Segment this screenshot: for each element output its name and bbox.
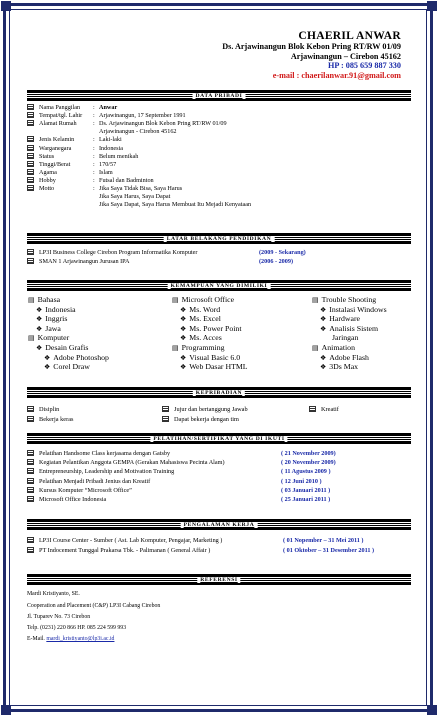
training-date: ( 12 Juni 2010 ): [281, 477, 322, 485]
reference-name: Mardi Kristiyanto, SE.: [27, 591, 80, 597]
list-bullet-icon: [27, 120, 34, 126]
list-bullet-icon: [27, 478, 34, 484]
reference-email-link[interactable]: mardi_kristiyanto@lp3i.ac.id: [46, 636, 115, 642]
skill-text: Indonesia: [45, 304, 76, 314]
education-row: [27, 258, 293, 266]
skill-bullet-icon: ▤: [28, 296, 35, 304]
personal-row: [27, 104, 117, 112]
skill-item: [320, 362, 358, 372]
list-bullet-icon: [27, 496, 34, 502]
skill-text: Jaringan: [332, 333, 359, 343]
section-header-training: PELATIHAN/SERTIFIKAT YANG DI IKUTI: [27, 433, 411, 444]
skill-bullet-icon: ▤: [172, 344, 179, 352]
list-bullet-icon: [27, 169, 34, 175]
skill-text: Corel Draw: [53, 362, 90, 372]
list-bullet-icon: [27, 136, 34, 142]
personal-value: Laki-laki: [99, 136, 122, 144]
skill-text: Ms. Acces: [189, 333, 222, 343]
personal-value: Jika Saya Harus, Saya Dapat: [99, 193, 171, 201]
work-row: [27, 537, 363, 545]
list-bullet-icon: [27, 459, 34, 465]
colon: :: [93, 144, 95, 152]
training-name: Kursus Komputer “Microsoft Office”: [39, 486, 132, 494]
skill-bullet-icon: ❖: [320, 353, 327, 362]
personal-label: Tempat/tgl. Lahir: [39, 112, 83, 120]
skill-item: [332, 333, 358, 342]
corner-ornament: [427, 705, 437, 715]
skill-bullet-icon: ❖: [180, 353, 187, 362]
skill-bullet-icon: ❖: [180, 305, 187, 314]
list-bullet-icon: [27, 468, 34, 474]
reference-phone: Telp. (0231) 220 866 HP. 085 224 599 993: [27, 625, 127, 631]
list-bullet-icon: [27, 177, 34, 183]
personal-label: Nama Panggilan: [39, 104, 81, 111]
colon: :: [93, 168, 95, 176]
training-date: ( 21 November 2009): [281, 450, 336, 457]
corner-ornament: [1, 705, 11, 715]
list-bullet-icon: [27, 487, 34, 493]
skill-bullet-icon: ❖: [180, 315, 187, 324]
personal-row: [27, 177, 154, 185]
skill-item: [180, 362, 248, 372]
personal-row: [27, 136, 122, 144]
personal-label: Hobby: [39, 176, 56, 184]
colon: :: [93, 120, 95, 128]
reference-email-row: E-Mail. mardi_kristiyanto@lp3i.ac.id: [27, 636, 115, 642]
list-bullet-icon: [27, 406, 34, 412]
personal-value: Jika Saya Tidak Bisa, Saya Harus: [99, 185, 183, 192]
skill-text: Instalasi Windows: [329, 304, 387, 314]
list-bullet-icon: [27, 416, 34, 422]
skill-bullet-icon: ❖: [180, 334, 187, 343]
trait-item: [162, 406, 248, 413]
work-row: [27, 547, 374, 555]
skill-bullet-icon: ❖: [320, 305, 327, 314]
personal-row: [27, 193, 170, 201]
list-bullet-icon: [162, 406, 169, 412]
colon: :: [93, 185, 95, 192]
training-date: ( 20 November 2009): [281, 459, 336, 467]
personal-value: Anwar: [99, 104, 118, 111]
personal-label: Motto: [39, 185, 55, 192]
skill-text: Adobe Photoshop: [53, 352, 109, 362]
list-bullet-icon: [27, 161, 34, 167]
personal-label: Warganegara: [39, 144, 72, 152]
personal-value: Futsal dan Badminton: [99, 176, 154, 184]
list-bullet-icon: [27, 249, 34, 255]
personal-row: [27, 201, 251, 209]
work-name: PT Indocement Tunggal Prakarsa Tbk. - Palimanan ( General Affair ): [39, 547, 211, 554]
education-school: SMAN 1 Arjawinangun Jurusan IPA: [39, 258, 130, 265]
training-name: Entrepreneurship, Leadership and Motivation Training: [39, 468, 175, 476]
corner-ornament: [427, 1, 437, 11]
trait-text: Disiplin: [39, 406, 60, 413]
trait-text: Kreatif: [321, 406, 339, 413]
skill-bullet-icon: ▤: [312, 344, 319, 352]
trait-text: Dapat bekerja dengan tim: [174, 416, 239, 423]
personal-label: Agama: [39, 168, 57, 176]
personal-row: [27, 112, 186, 120]
personal-row: [27, 161, 116, 169]
training-name: Microsoft Office Indonesia: [39, 496, 107, 503]
section-header-reference: REFERENSI: [27, 574, 411, 585]
contact-header: [222, 30, 401, 80]
trait-item: [27, 416, 73, 423]
skill-bullet-icon: ❖: [44, 363, 51, 372]
skill-text: Ms. Power Point: [189, 323, 242, 333]
training-name: Pelatihan Handsome Class kerjasama dengan Gatsby: [39, 450, 171, 457]
colon: :: [93, 176, 95, 184]
personal-label: Status: [39, 152, 55, 160]
resume-page: [27, 0, 415, 718]
education-years: (2009 - Sekarang): [259, 249, 306, 256]
skill-text: Ms. Word: [189, 304, 221, 314]
training-row: [27, 496, 330, 504]
colon: :: [93, 112, 95, 120]
training-row: [27, 450, 336, 458]
education-row: [27, 249, 306, 257]
personal-value: Jika Saya Dapat, Saya Harus Membuat Itu Mejadi Kenyataan: [99, 201, 252, 209]
skill-text: Programming: [181, 343, 225, 352]
personal-value: 170/57: [99, 160, 117, 168]
skill-bullet-icon: ❖: [320, 363, 327, 372]
address-line-2: Arjawinangun – Cirebon 45162: [290, 51, 401, 61]
person-name: CHAERIL ANWAR: [298, 30, 401, 42]
skill-text: Trouble Shooting: [321, 295, 377, 304]
phone-number: HP : 085 659 887 330: [327, 61, 401, 71]
training-row: [27, 468, 331, 476]
skill-text: Desain Grafis: [45, 343, 89, 352]
skill-text: Bahasa: [37, 295, 61, 304]
training-name: Pelatihan Menjadi Pribadi Jenius dan Kreatif: [39, 477, 151, 485]
personal-label: Jenis Kelamin: [39, 136, 75, 144]
personal-value: Islam: [99, 168, 113, 176]
trait-text: Jujur dan bertanggung Jawab: [174, 406, 248, 413]
skill-text: Jawa: [45, 323, 61, 333]
personal-row: [27, 120, 227, 128]
training-name: Kegiatan Pelantikan Anggota GEMPA (Gerakan Mahasiswa Pecinta Alam): [39, 459, 225, 467]
colon: :: [93, 104, 95, 111]
list-bullet-icon: [27, 104, 34, 110]
list-bullet-icon: [27, 450, 34, 456]
trait-item: [27, 406, 59, 413]
personal-row: [27, 145, 123, 153]
skill-item: [44, 362, 90, 372]
colon: :: [93, 152, 95, 160]
work-name: LP3I Course Center - Sumber ( Ast. Lab Komputer, Pengajar, Marketing ): [39, 537, 223, 544]
list-bullet-icon: [27, 153, 34, 159]
skill-bullet-icon: ▤: [28, 334, 35, 343]
list-bullet-icon: [27, 185, 34, 191]
section-header-skills: KEMAMPUAN YANG DIMILIKI: [27, 280, 411, 291]
skill-bullet-icon: ❖: [320, 315, 327, 324]
skill-text: Hardware: [329, 314, 361, 324]
personal-value: Ds. Arjawinangun Blok Kebon Pring RT/RW 01/09: [99, 120, 227, 128]
work-date: ( 01 Oktober – 31 Desember 2011 ): [283, 547, 375, 554]
skill-text: Adobe Flash: [329, 352, 369, 362]
skill-bullet-icon: ❖: [36, 305, 43, 314]
section-header-traits: KEPRIBADIAN: [27, 387, 411, 398]
personal-row: [27, 169, 113, 177]
corner-ornament: [1, 1, 11, 11]
skill-bullet-icon: ❖: [36, 344, 43, 352]
personal-row: [27, 128, 177, 136]
training-date: ( 25 Januari 2011 ): [281, 496, 331, 503]
education-years: (2006 - 2009): [259, 258, 294, 265]
personal-value: Arjawinangun, 17 September 1991: [99, 112, 186, 120]
skill-text: Visual Basic 6.0: [189, 352, 241, 362]
list-bullet-icon: [27, 145, 34, 151]
personal-label: Alamat Rumah: [39, 120, 77, 128]
skill-text: Animation: [321, 343, 355, 352]
section-header-education: LATAR BELAKANG PENDIDIKAN: [27, 233, 411, 244]
personal-value: Arjawinangun - Cirebon 45162: [99, 128, 177, 136]
skill-bullet-icon: ❖: [44, 353, 51, 362]
list-bullet-icon: [309, 406, 316, 412]
work-date: ( 01 Nopember – 31 Mei 2011 ): [283, 537, 364, 544]
personal-label: Tinggi/Berat: [39, 160, 71, 168]
trait-item: [162, 416, 239, 423]
training-row: [27, 478, 322, 486]
skill-bullet-icon: ❖: [36, 315, 43, 324]
list-bullet-icon: [162, 416, 169, 422]
email-address: e-mail : chaerilanwar.91@gmail.com: [272, 70, 401, 80]
reference-street: Jl. Tuparev No. 73 Cirebon: [27, 614, 91, 620]
skill-bullet-icon: ❖: [180, 363, 187, 372]
skill-text: 3Ds Max: [329, 362, 359, 372]
skill-text: Microsoft Office: [181, 295, 235, 304]
skill-text: Komputer: [37, 333, 70, 343]
list-bullet-icon: [27, 112, 34, 118]
training-row: [27, 487, 330, 495]
trait-item: [309, 406, 339, 413]
training-row: [27, 459, 336, 467]
skill-text: Inggris: [45, 314, 68, 324]
address-line-1: Ds. Arjawinangun Blok Kebon Pring RT/RW 01/09: [222, 42, 401, 51]
colon: :: [93, 136, 95, 144]
training-date: ( 03 Januari 2011 ): [281, 486, 331, 494]
trait-text: Bekerja keras: [39, 416, 74, 423]
personal-row: [27, 185, 182, 193]
skill-text: Web Dasar HTML: [189, 362, 248, 372]
reference-organization: Cooperation and Placement (C&P) LP3I Cabang Cirebon: [27, 603, 161, 609]
skill-text: Ms. Excel: [189, 314, 221, 324]
skill-text: Analisis Sistem: [329, 323, 379, 333]
personal-value: Belum menikah: [99, 152, 139, 160]
section-header-work: PENGALAMAN KERJA: [27, 519, 411, 530]
skill-bullet-icon: ▤: [312, 296, 319, 304]
training-date: ( 11 Agustus 2009 ): [281, 468, 331, 476]
section-header-personal: DATA PRIBADI: [27, 90, 411, 101]
list-bullet-icon: [27, 258, 34, 264]
skill-bullet-icon: ❖: [320, 324, 327, 333]
skill-bullet-icon: ❖: [180, 324, 187, 333]
list-bullet-icon: [27, 547, 34, 553]
personal-row: [27, 153, 138, 161]
list-bullet-icon: [27, 537, 34, 543]
skill-bullet-icon: ❖: [36, 324, 43, 333]
colon: :: [93, 160, 95, 168]
personal-value: Indonesia: [99, 144, 124, 152]
education-school: LP3I Business College Cirebon Program Informatika Komputer: [39, 249, 198, 256]
skill-bullet-icon: ▤: [172, 296, 179, 304]
